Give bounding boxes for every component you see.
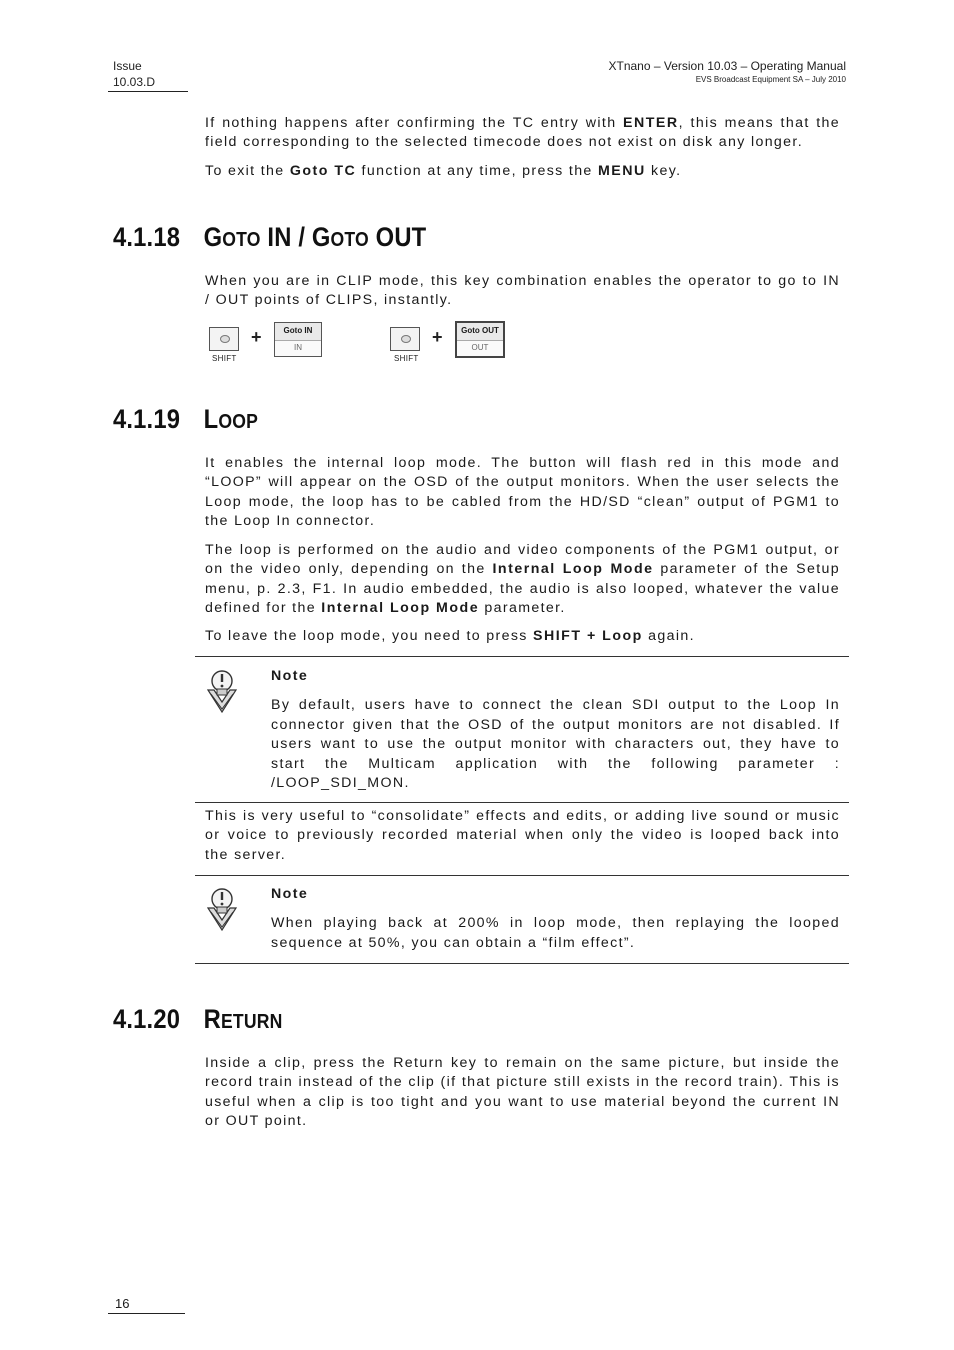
note-lightbulb-icon xyxy=(204,886,240,932)
manual-title: XTnano – Version 10.03 – Operating Manual xyxy=(608,59,846,73)
note-title: Note xyxy=(271,886,309,902)
note-divider-top xyxy=(195,875,849,876)
intro-paragraph-1: If nothing happens after confirming the TC entry with ENTER, this means that the field corresponding to the selected timecode does not exist on disk any longer. xyxy=(205,115,840,151)
goto-out-key-icon: Goto OUT OUT xyxy=(455,321,505,358)
page-number: 16 xyxy=(115,1296,130,1311)
footer-divider xyxy=(108,1313,185,1314)
shift-key-icon xyxy=(390,327,420,351)
section-number: 4.1.19 xyxy=(113,404,181,434)
publisher: EVS Broadcast Equipment SA – July 2010 xyxy=(695,75,846,84)
note-lightbulb-icon xyxy=(204,668,240,714)
intro-paragraph-2: To exit the Goto TC function at any time, press the MENU key. xyxy=(205,163,682,179)
note-text: When playing back at 200% in loop mode, then replaying the looped sequence at 50%, you can obtain a “film effect”. xyxy=(271,915,840,951)
shift-key-label: SHIFT xyxy=(212,354,237,363)
goto-paragraph: When you are in CLIP mode, this key combination enables the operator to go to IN / OUT points of CLIPS, instantly. xyxy=(205,273,840,309)
return-paragraph: Inside a clip, press the Return key to remain on the same picture, but inside the record train instead of the clip (if that picture still exists in the record train). This is useful when a clip is too tight and you want to use material beyond the current IN or OUT point. xyxy=(205,1055,840,1130)
section-number: 4.1.18 xyxy=(113,222,181,252)
loop-paragraph-3: To leave the loop mode, you need to press SHIFT + Loop again. xyxy=(205,628,695,644)
loop-paragraph-1: It enables the internal loop mode. The button will flash red in this mode and “LOOP” will appear on the OSD of the output monitors. When the user selects the Loop mode, the loop has to be cabled from the HD/SD “clean” output of PGM1 to the Loop In connector. xyxy=(205,455,840,530)
note-divider-top xyxy=(195,656,849,657)
note-divider-bottom xyxy=(195,802,849,803)
section-heading-goto: 4.1.18 GOTO IN / GOTO OUT xyxy=(113,222,427,252)
header-divider-left xyxy=(108,91,188,92)
section-number: 4.1.20 xyxy=(113,1004,181,1034)
issue-label: Issue xyxy=(113,59,142,73)
shift-key-icon xyxy=(209,327,239,351)
note-divider-bottom xyxy=(195,963,849,964)
plus-sign: + xyxy=(251,327,262,347)
note-text: By default, users have to connect the clean SDI output to the Loop In connector given that the OSD of the output monitors are not disabled. If users want to use the output monitor with characters out, they have to start the Multicam application with the following parameter : /LOOP_SDI_MON. xyxy=(271,697,840,792)
loop-paragraph-4: This is very useful to “consolidate” effects and edits, or adding live sound or music or voice to previously recorded material when only the video is looped back into the server. xyxy=(205,808,840,863)
header-issue xyxy=(113,58,155,90)
header-title-block xyxy=(609,58,847,86)
section-heading-return: 4.1.20 RETURN xyxy=(113,1004,283,1034)
goto-in-key-icon: Goto IN IN xyxy=(274,322,322,357)
note-title: Note xyxy=(271,668,309,684)
section-heading-loop: 4.1.19 LOOP xyxy=(113,404,258,434)
shift-key-label: SHIFT xyxy=(394,354,419,363)
issue-number: 10.03.D xyxy=(113,75,156,89)
plus-sign: + xyxy=(432,327,443,347)
loop-paragraph-2: The loop is performed on the audio and video components of the PGM1 output, or on the video only, depending on the Internal Loop Mode parameter of the Setup menu, p. 2.3, F1. In audio embedded, the audio is also looped, whatever the value defined for the Internal Loop Mode parameter. xyxy=(205,542,841,617)
